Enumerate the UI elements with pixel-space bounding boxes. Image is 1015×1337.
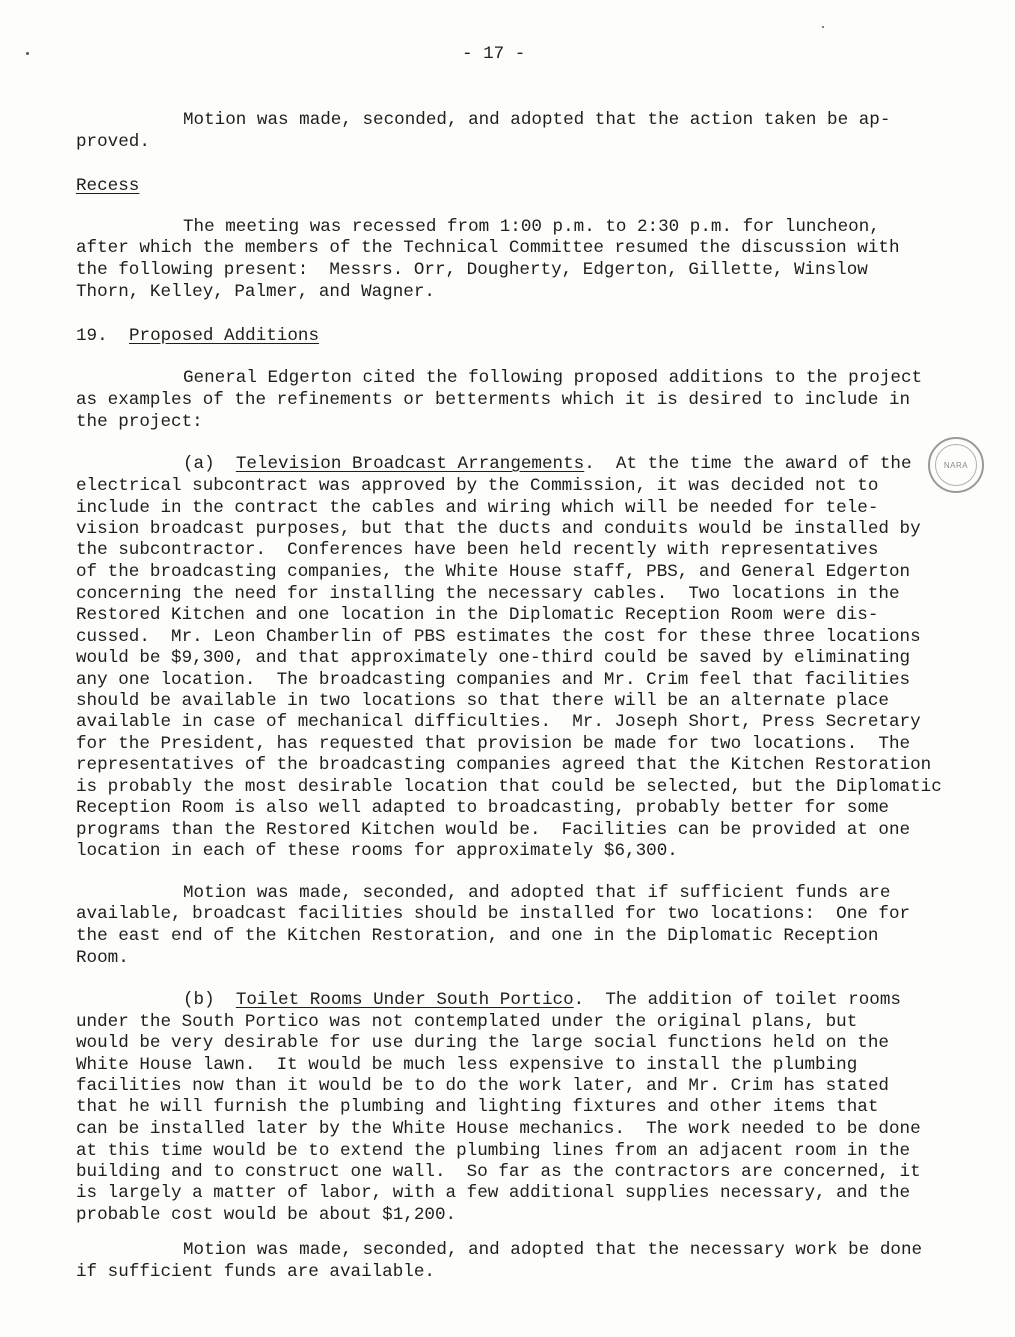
- item-b-title: Toilet Rooms Under South Portico: [235, 990, 574, 1010]
- text-line: Reception Room is also well adapted to broadcasting, probably better for some: [76, 798, 889, 818]
- item-b-label: (b): [183, 990, 215, 1010]
- text-line: for the President, has requested that provision be made for two locations. The: [76, 734, 911, 754]
- text-line: probable cost would be about $1,200.: [76, 1205, 457, 1225]
- text-line: at this time would be to extend the plumbing lines from an adjacent room in the: [76, 1141, 911, 1161]
- item-b-first-line-rest: . The addition of toilet rooms: [573, 990, 901, 1010]
- section-title: Proposed Additions: [129, 326, 320, 346]
- text-line: White House lawn. It would be much less expensive to install the plumbing: [76, 1055, 858, 1075]
- archive-stamp: [928, 437, 984, 493]
- page-number: - 17 -: [462, 44, 526, 64]
- item-a-first-line-rest: . At the time the award of the: [584, 454, 912, 474]
- text-line: Motion was made, seconded, and adopted that if sufficient funds are: [183, 883, 891, 903]
- text-line: The meeting was recessed from 1:00 p.m. to 2:30 p.m. for luncheon,: [183, 217, 880, 237]
- text-line: of the broadcasting companies, the White House staff, PBS, and General Edgerton: [76, 562, 911, 582]
- text-line: the subcontractor. Conferences have been held recently with representatives: [76, 540, 879, 560]
- text-line: under the South Portico was not contemplated under the original plans, but: [76, 1012, 858, 1032]
- text-line: after which the members of the Technical Committee resumed the discussion with: [76, 238, 900, 258]
- text-line: building and to construct one wall. So far as the contractors are concerned, it: [76, 1162, 921, 1182]
- text-line: include in the contract the cables and wiring which will be needed for tele-: [76, 498, 879, 518]
- text-line: available in case of mechanical difficulties. Mr. Joseph Short, Press Secretary: [76, 712, 921, 732]
- text-line: is largely a matter of labor, with a few additional supplies necessary, and the: [76, 1183, 911, 1203]
- text-line: Room.: [76, 948, 129, 968]
- section-number: 19.: [76, 326, 108, 346]
- text-line: the following present: Messrs. Orr, Dougherty, Edgerton, Gillette, Winslow: [76, 260, 868, 280]
- text-line: proved.: [76, 132, 150, 152]
- stamp-text: NARA: [943, 461, 969, 470]
- text-line: would be $9,300, and that approximately one-third could be saved by eliminating: [76, 648, 911, 668]
- text-line: Motion was made, seconded, and adopted that the action taken be ap-: [183, 110, 891, 130]
- text-line: Motion was made, seconded, and adopted that the necessary work be done: [183, 1240, 923, 1260]
- text-line: that he will furnish the plumbing and lighting fixtures and other items that: [76, 1097, 879, 1117]
- text-line: programs than the Restored Kitchen would be. Facilities can be provided at one: [76, 820, 911, 840]
- text-line: General Edgerton cited the following proposed additions to the project: [183, 368, 923, 388]
- text-line: cussed. Mr. Leon Chamberlin of PBS estimates the cost for these three locations: [76, 627, 921, 647]
- text-line: facilities now than it would be to do the work later, and Mr. Crim has stated: [76, 1076, 889, 1096]
- text-line: can be installed later by the White House mechanics. The work needed to be done: [76, 1119, 921, 1139]
- heading-recess: Recess: [76, 176, 140, 196]
- text-line: would be very desirable for use during the large social functions held on the: [76, 1033, 889, 1053]
- text-line: the project:: [76, 412, 203, 432]
- scan-speck: [822, 26, 824, 28]
- text-line: concerning the need for installing the necessary cables. Two locations in the: [76, 584, 900, 604]
- text-line: as examples of the refinements or betterments which it is desired to include in: [76, 390, 911, 410]
- text-line: electrical subcontract was approved by the Commission, it was decided not to: [76, 476, 879, 496]
- text-line: is probably the most desirable location that could be selected, but the Diplomatic: [76, 777, 942, 797]
- item-a-first-line: [183, 456, 912, 474]
- text-line: available, broadcast facilities should be installed for two locations: One for: [76, 904, 911, 924]
- text-line: location in each of these rooms for approximately $6,300.: [76, 841, 678, 861]
- text-line: the east end of the Kitchen Restoration, and one in the Diplomatic Reception: [76, 926, 879, 946]
- text-line: if sufficient funds are available.: [76, 1262, 435, 1282]
- text-line: Restored Kitchen and one location in the Diplomatic Reception Room were dis-: [76, 605, 879, 625]
- text-line: any one location. The broadcasting companies and Mr. Crim feel that facilities: [76, 670, 911, 690]
- text-line: representatives of the broadcasting companies agreed that the Kitchen Restoration: [76, 755, 932, 775]
- item-a-label: (a): [183, 454, 215, 474]
- item-a-title: Television Broadcast Arrangements: [235, 454, 585, 474]
- item-b-first-line: [183, 992, 901, 1010]
- text-line: Thorn, Kelley, Palmer, and Wagner.: [76, 282, 435, 302]
- text-line: vision broadcast purposes, but that the ducts and conduits would be installed by: [76, 519, 921, 539]
- scan-speck: [26, 52, 29, 55]
- text-line: should be available in two locations so that there will be an alternate place: [76, 691, 889, 711]
